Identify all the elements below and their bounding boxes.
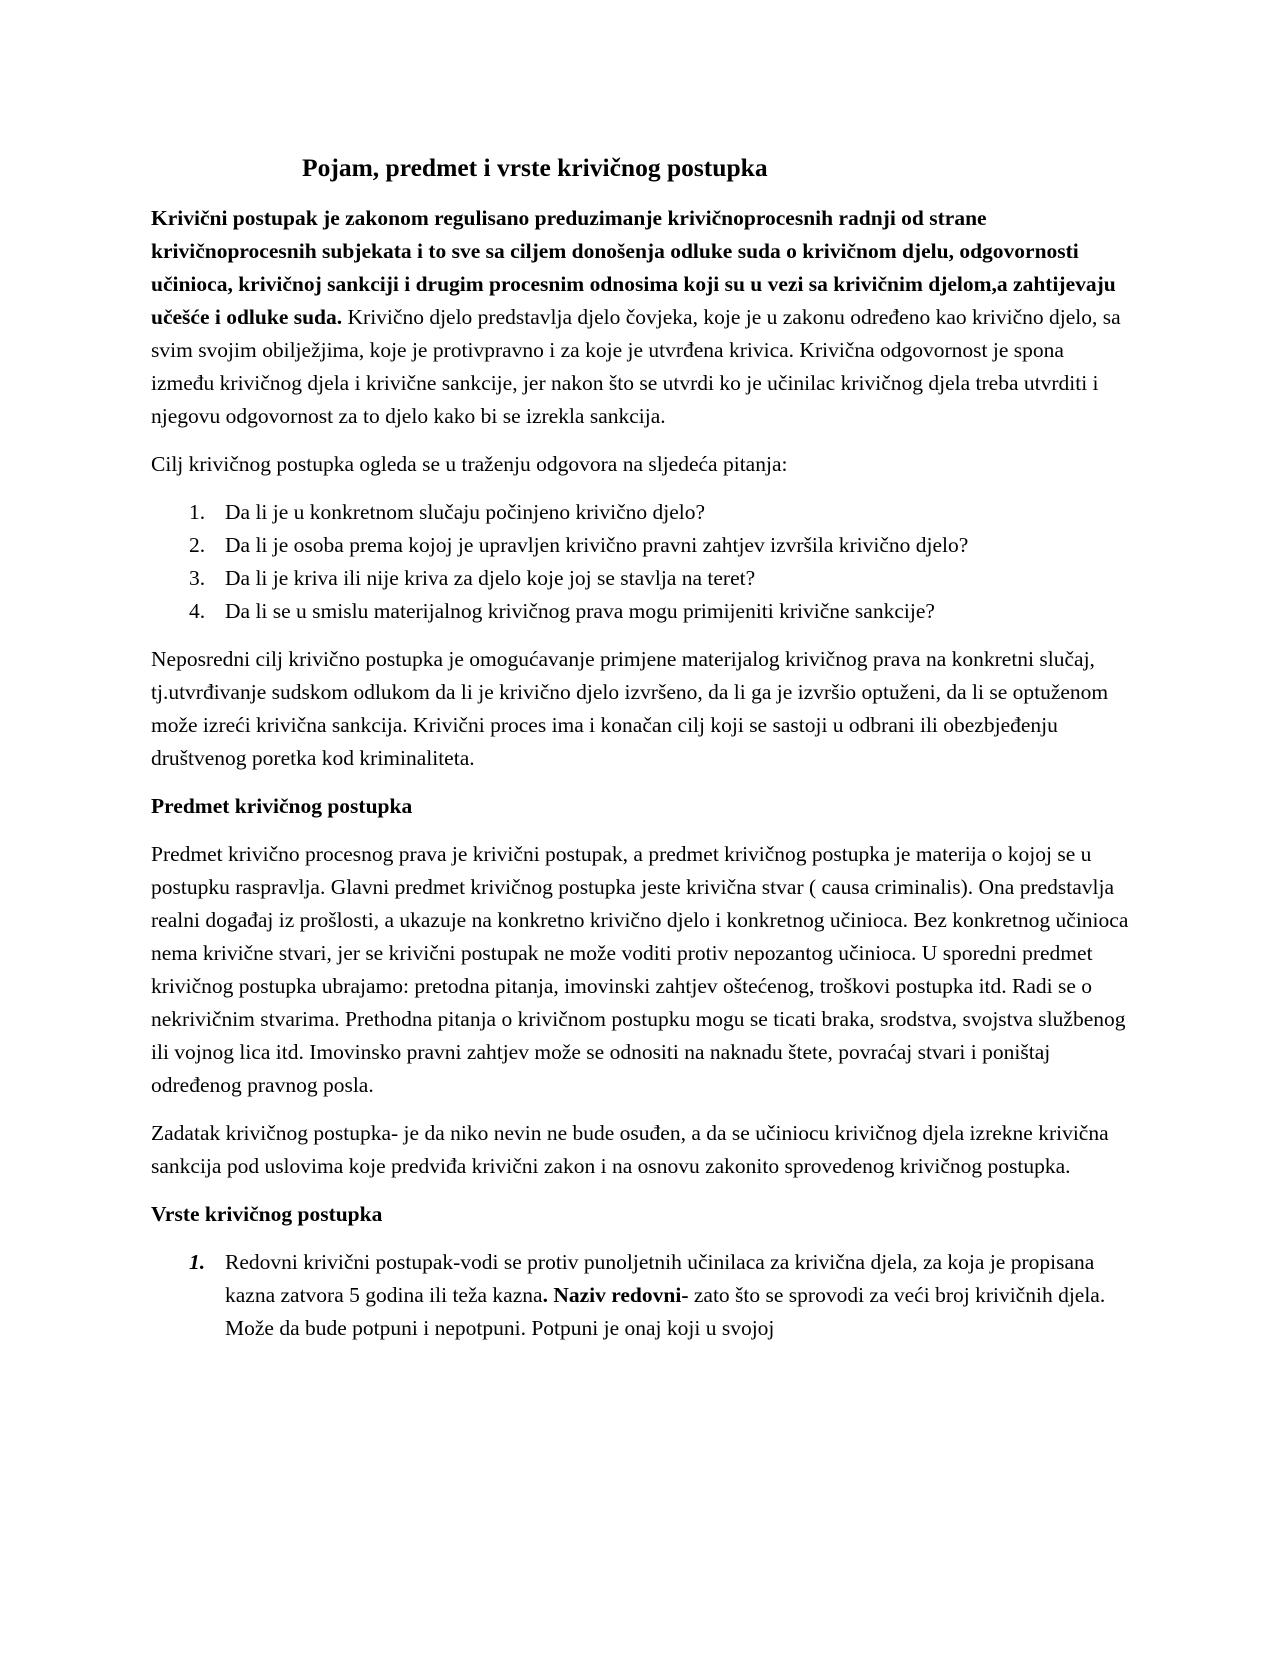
document-title: Pojam, predmet i vrste krivičnog postupka xyxy=(302,153,768,182)
subject-heading: Predmet krivičnog postupka xyxy=(151,794,413,818)
type-text-a: Redovni krivični postupak-vodi se protiv punoljetnih učinilaca za krivična djela, za koja je propisana kazna zatvora 5 godina ili teža kazna xyxy=(225,1250,1095,1307)
intro-rest-text: Krivično djelo predstavlja djelo čovjeka, koje je u zakonu određeno kao krivično djelo, sa svim svojim obilježjima, koje je protivpravno i za koje je utvrđena krivica. Krivična odgovornost je spona između krivičnog djela i krivične sankcije, jer nakon što se utvrdi ko je učinilac krivičnog djela treba utvrditi i njegovu odgovornost za to djelo kako bi se izrekla sankcija. xyxy=(151,305,1121,428)
document-body xyxy=(151,150,1131,1360)
list-number: 4. xyxy=(189,599,206,623)
type-bold-word: redovni- xyxy=(611,1283,689,1307)
task-paragraph: Zadatak krivičnog postupka- je da niko nevin ne bude osuđen, a da se učiniocu krivičnog djela izrekne krivična sankcija pod uslovima koje predviđa krivični zakon i na osnovu zakonito sprovedenog krivičnog postupka. xyxy=(151,1121,1109,1178)
type-text-b: . Naziv xyxy=(542,1283,612,1307)
list-item xyxy=(151,595,1131,628)
goal-intro-paragraph: Cilj krivičnog postupka ogleda se u traženju odgovora na sljedeća pitanja: xyxy=(151,452,788,476)
list-item xyxy=(151,1246,1131,1345)
list-number: 1. xyxy=(189,500,206,524)
list-number: 3. xyxy=(189,566,206,590)
direct-goal-paragraph: Neposredni cilj krivično postupka je omogućavanje primjene materijalog krivičnog prava na konkretni slučaj, tj.utvrđivanje sudskom odlukom da li je krivično djelo izvršeno, da li ga je izvršio optuženi, da li se optuženom može izreći krivična sankcija. Krivični proces ima i konačan cilj koji se sastoji u odbrani ili obezbjeđenju društvenog poretka kod kriminaliteta. xyxy=(151,647,1109,770)
list-item-text: Da li se u smislu materijalnog krivičnog prava mogu primijeniti krivične sankcije? xyxy=(225,599,935,623)
questions-list xyxy=(151,496,1131,628)
subject-paragraph: Predmet krivično procesnog prava je krivični postupak, a predmet krivičnog postupka je materija o kojoj se u postupku raspravlja. Glavni predmet krivičnog postupka jeste krivična stvar ( causa criminalis). Ona predstavlja realni događaj iz prošlosti, a ukazuje na konkretno krivično djelo i konkretnog učinioca. Bez konkretnog učinioca nema krivične stvari, jer se krivični postupak ne može voditi protiv nepozantog učinioca. U sporedni predmet krivičnog postupka ubrajamo: pretodna pitanja, imovinski zahtjev oštećenog, troškovi postupka itd. Radi se o nekrivičnim stvarima. Prethodna pitanja o krivičnom postupku mogu se ticati braka, srodstva, svojstva službenog ili vojnog lica itd. Imovinsko pravni zahtjev može se odnositi na naknadu štete, povraćaj stvari i poništaj određenog pravnog posla. xyxy=(151,842,1129,1097)
list-item xyxy=(151,529,1131,562)
list-item-text: Da li je kriva ili nije kriva za djelo koje joj se stavlja na teret? xyxy=(225,566,756,590)
list-item xyxy=(151,496,1131,529)
list-item-text: Da li je u konkretnom slučaju počinjeno krivično djelo? xyxy=(225,500,706,524)
intro-paragraph xyxy=(151,202,1131,433)
list-item xyxy=(151,562,1131,595)
list-number: 2. xyxy=(189,533,206,557)
intro-bold-text: Krivični postupak je zakonom regulisano preduzimanje krivičnoprocesnih radnji od strane krivičnoprocesnih subjekata i to sve sa ciljem donošenja odluke suda o krivičnom djelu, odgovornosti učinioca, krivičnoj sankciji i drugim procesnim odnosima koji su u vezi sa krivičnim djelom,a zahtijevaju učešće i odluke suda. xyxy=(151,206,1116,329)
list-number: 1. xyxy=(189,1250,206,1274)
types-heading: Vrste krivičnog postupka xyxy=(151,1202,383,1226)
types-list xyxy=(151,1246,1131,1345)
list-item-text: Da li je osoba prema kojoj je upravljen krivično pravni zahtjev izvršila krivično djelo? xyxy=(225,533,969,557)
type-text-c: zato što se sprovodi za veći broj krivičnih djela. Može da bude potpuni i nepotpuni. Potpuni je onaj koji u svojoj xyxy=(225,1283,1106,1340)
